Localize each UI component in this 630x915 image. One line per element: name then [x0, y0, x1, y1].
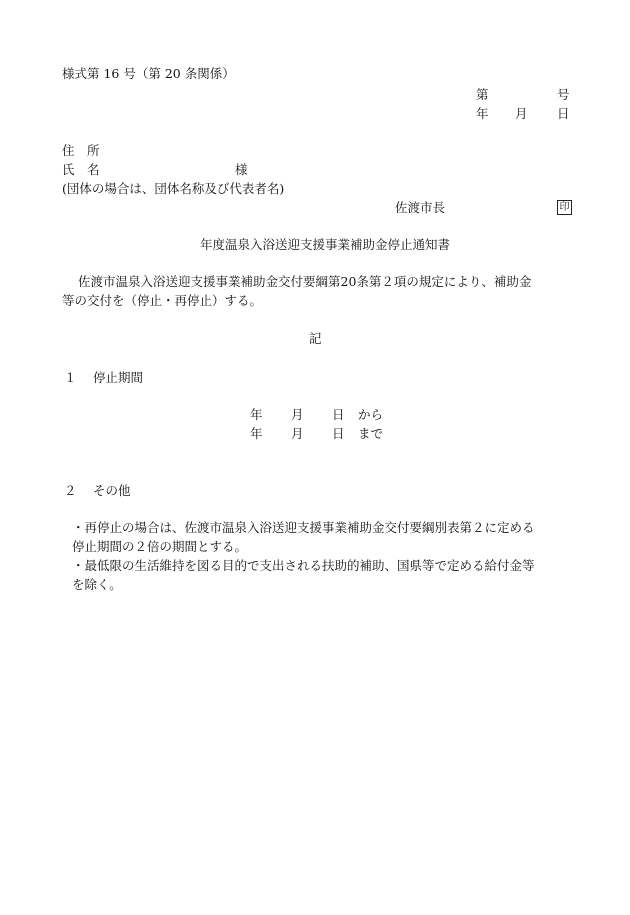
- section1-heading: １ 停止期間: [64, 370, 143, 385]
- from-year: 年: [250, 407, 263, 422]
- body-line-1: 佐渡市温泉入浴送迎支援事業補助金交付要綱第20条第２項の規定により、補助金: [78, 274, 532, 289]
- note1-line-2: 停止期間の２倍の期間とする。: [72, 539, 248, 554]
- honorific: 様: [235, 162, 248, 177]
- note2-line-1: ・最低限の生活維持を図る目的で支出される扶助的補助、国県等で定める給付金等: [72, 558, 535, 573]
- group-note: (団体の場合は、団体名称及び代表者名): [62, 181, 285, 196]
- body-line-2: 等の交付を（停止・再停止）する。: [62, 293, 263, 308]
- from-suffix: から: [358, 407, 384, 422]
- doc-number-gou: 号: [557, 87, 570, 102]
- to-year: 年: [250, 426, 263, 441]
- note1-line-1: ・再停止の場合は、佐渡市温泉入浴送迎支援事業補助金交付要綱別表第２に定める: [72, 520, 535, 535]
- address-label: 住 所: [62, 143, 100, 158]
- section2-heading: ２ その他: [64, 483, 131, 498]
- to-suffix: まで: [358, 426, 384, 441]
- to-day: 日: [332, 426, 345, 441]
- seal-mark: 印: [557, 200, 572, 215]
- date-year: 年: [476, 106, 489, 121]
- issuer-title: 佐渡市長: [395, 200, 446, 215]
- from-day: 日: [332, 407, 345, 422]
- from-month: 月: [291, 407, 304, 422]
- ki-heading: 記: [309, 331, 322, 346]
- form-number: 様式第 16 号（第 20 条関係）: [62, 66, 235, 81]
- doc-number-dai: 第: [476, 87, 489, 102]
- date-day: 日: [557, 106, 570, 121]
- date-month: 月: [515, 106, 528, 121]
- note2-line-2: を除く。: [72, 577, 122, 592]
- name-label: 氏 名: [62, 162, 100, 177]
- document-title: 年度温泉入浴送迎支援事業補助金停止通知書: [200, 237, 451, 252]
- to-month: 月: [291, 426, 304, 441]
